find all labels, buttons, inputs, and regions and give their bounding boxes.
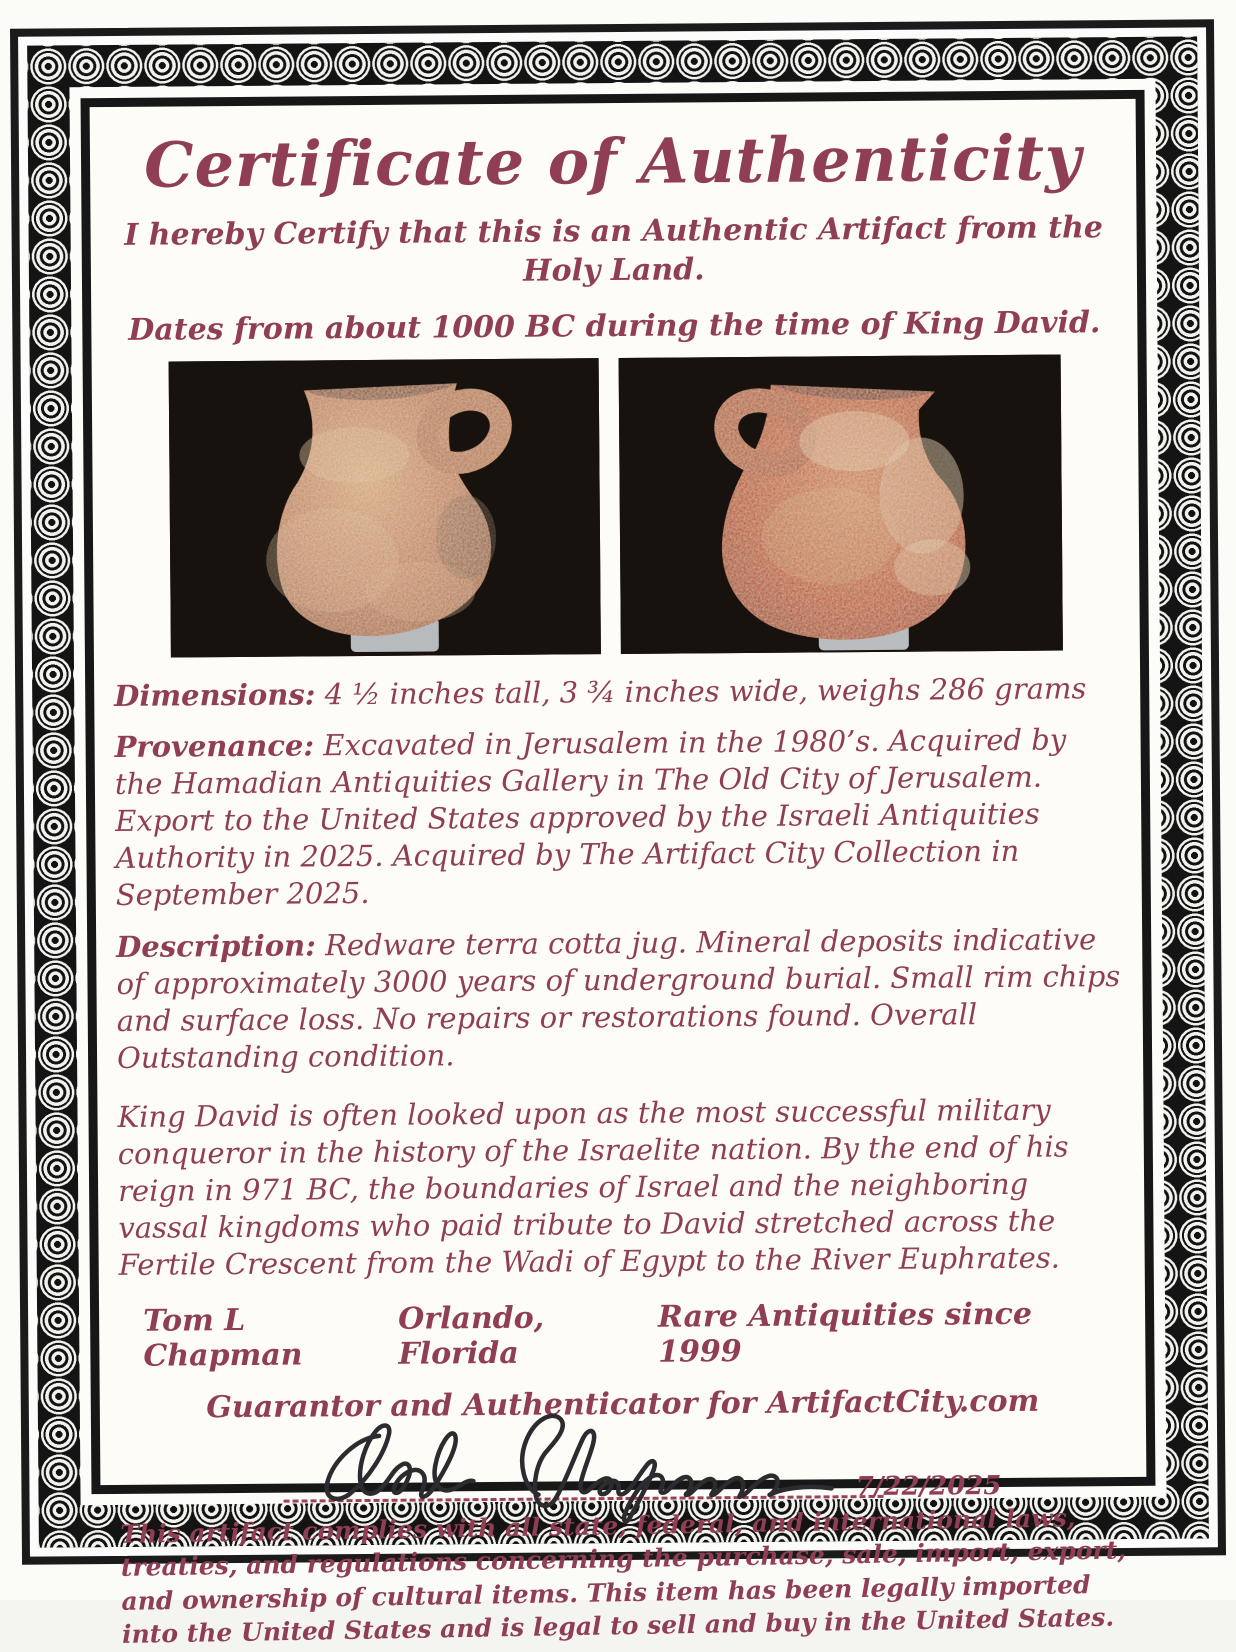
border-gap [69,79,1166,1649]
dimensions-label: Dimensions: [114,677,316,714]
description-paragraph [116,921,1123,1077]
certificate-title: Certificate of Authenticity [143,121,1083,202]
compliance-paragraph: This artifact complies with all state, federal, and international laws, treaties, and regulations concerning the purchase, sale, import, export, and ownership of cultural items. This item has been legally imported into the United States and is legal to sell and buy in the United States. [120,1503,1127,1649]
certificate [10,19,1226,1649]
guarantor-line: Guarantor and Authenticator for ArtifactCity.com [206,1383,1040,1426]
dating-statement: Dates from about 1000 BC during the time of King David. [128,305,1101,349]
artifact-photo-left [169,359,601,658]
authenticator-tagline: Rare Antiquities since 1999 [657,1296,1033,1370]
circle-ornament-border [27,36,1209,1649]
description-text: Redware terra cotta jug. Mineral deposits indicative of approximately 3000 years of underground burial. Small rim chips and surface loss. No repairs or restorations found. Overall Outstanding condition. [116,922,1121,1076]
provenance-label: Provenance: [114,728,315,765]
dimensions-paragraph [114,670,1120,715]
jug-right-image [619,355,1063,654]
certificate-content [90,99,1147,1649]
certify-statement: I hereby Certify that this is an Authentic Artifact from the Holy Land. [124,210,1104,290]
authenticator-name: Tom L Chapman [143,1302,303,1374]
artifact-photos [112,355,1120,659]
provenance-paragraph [114,721,1121,914]
artifact-photo-right [619,355,1063,654]
authenticator-location: Orlando, Florida [398,1300,545,1372]
outer-border-line [10,19,1226,1649]
authenticator-row [119,1296,1126,1374]
inner-border-line [81,90,1156,1649]
signature-date: 7/22/2025 [855,1470,1002,1503]
history-paragraph: King David is often looked upon as the most successful military conqueror in the history of the Israelite nation. By the end of his reign in 971 BC, the boundaries of Israel and the neighboring vassal kingdoms who paid tribute to David stretched across the Fertile Crescent from the Wadi of Egypt to the River Euphrates. [117,1092,1069,1282]
dimensions-text: 4 ½ inches tall, 3 ¾ inches wide, weighs 286 grams [324,671,1087,712]
signature-area [253,1421,1002,1515]
handwritten-signature [313,1404,854,1512]
jug-left-image [169,359,601,658]
provenance-text: Excavated in Jerusalem in the 1980’s. Acquired by the Hamadian Antiquities Gallery in The Old City of Jerusalem. Export to the United States approved by the Israeli Antiquities Authority in 2025. Acquired by The Artifact City Collection in September 2025. [114,722,1067,913]
description-label: Description: [116,928,317,965]
